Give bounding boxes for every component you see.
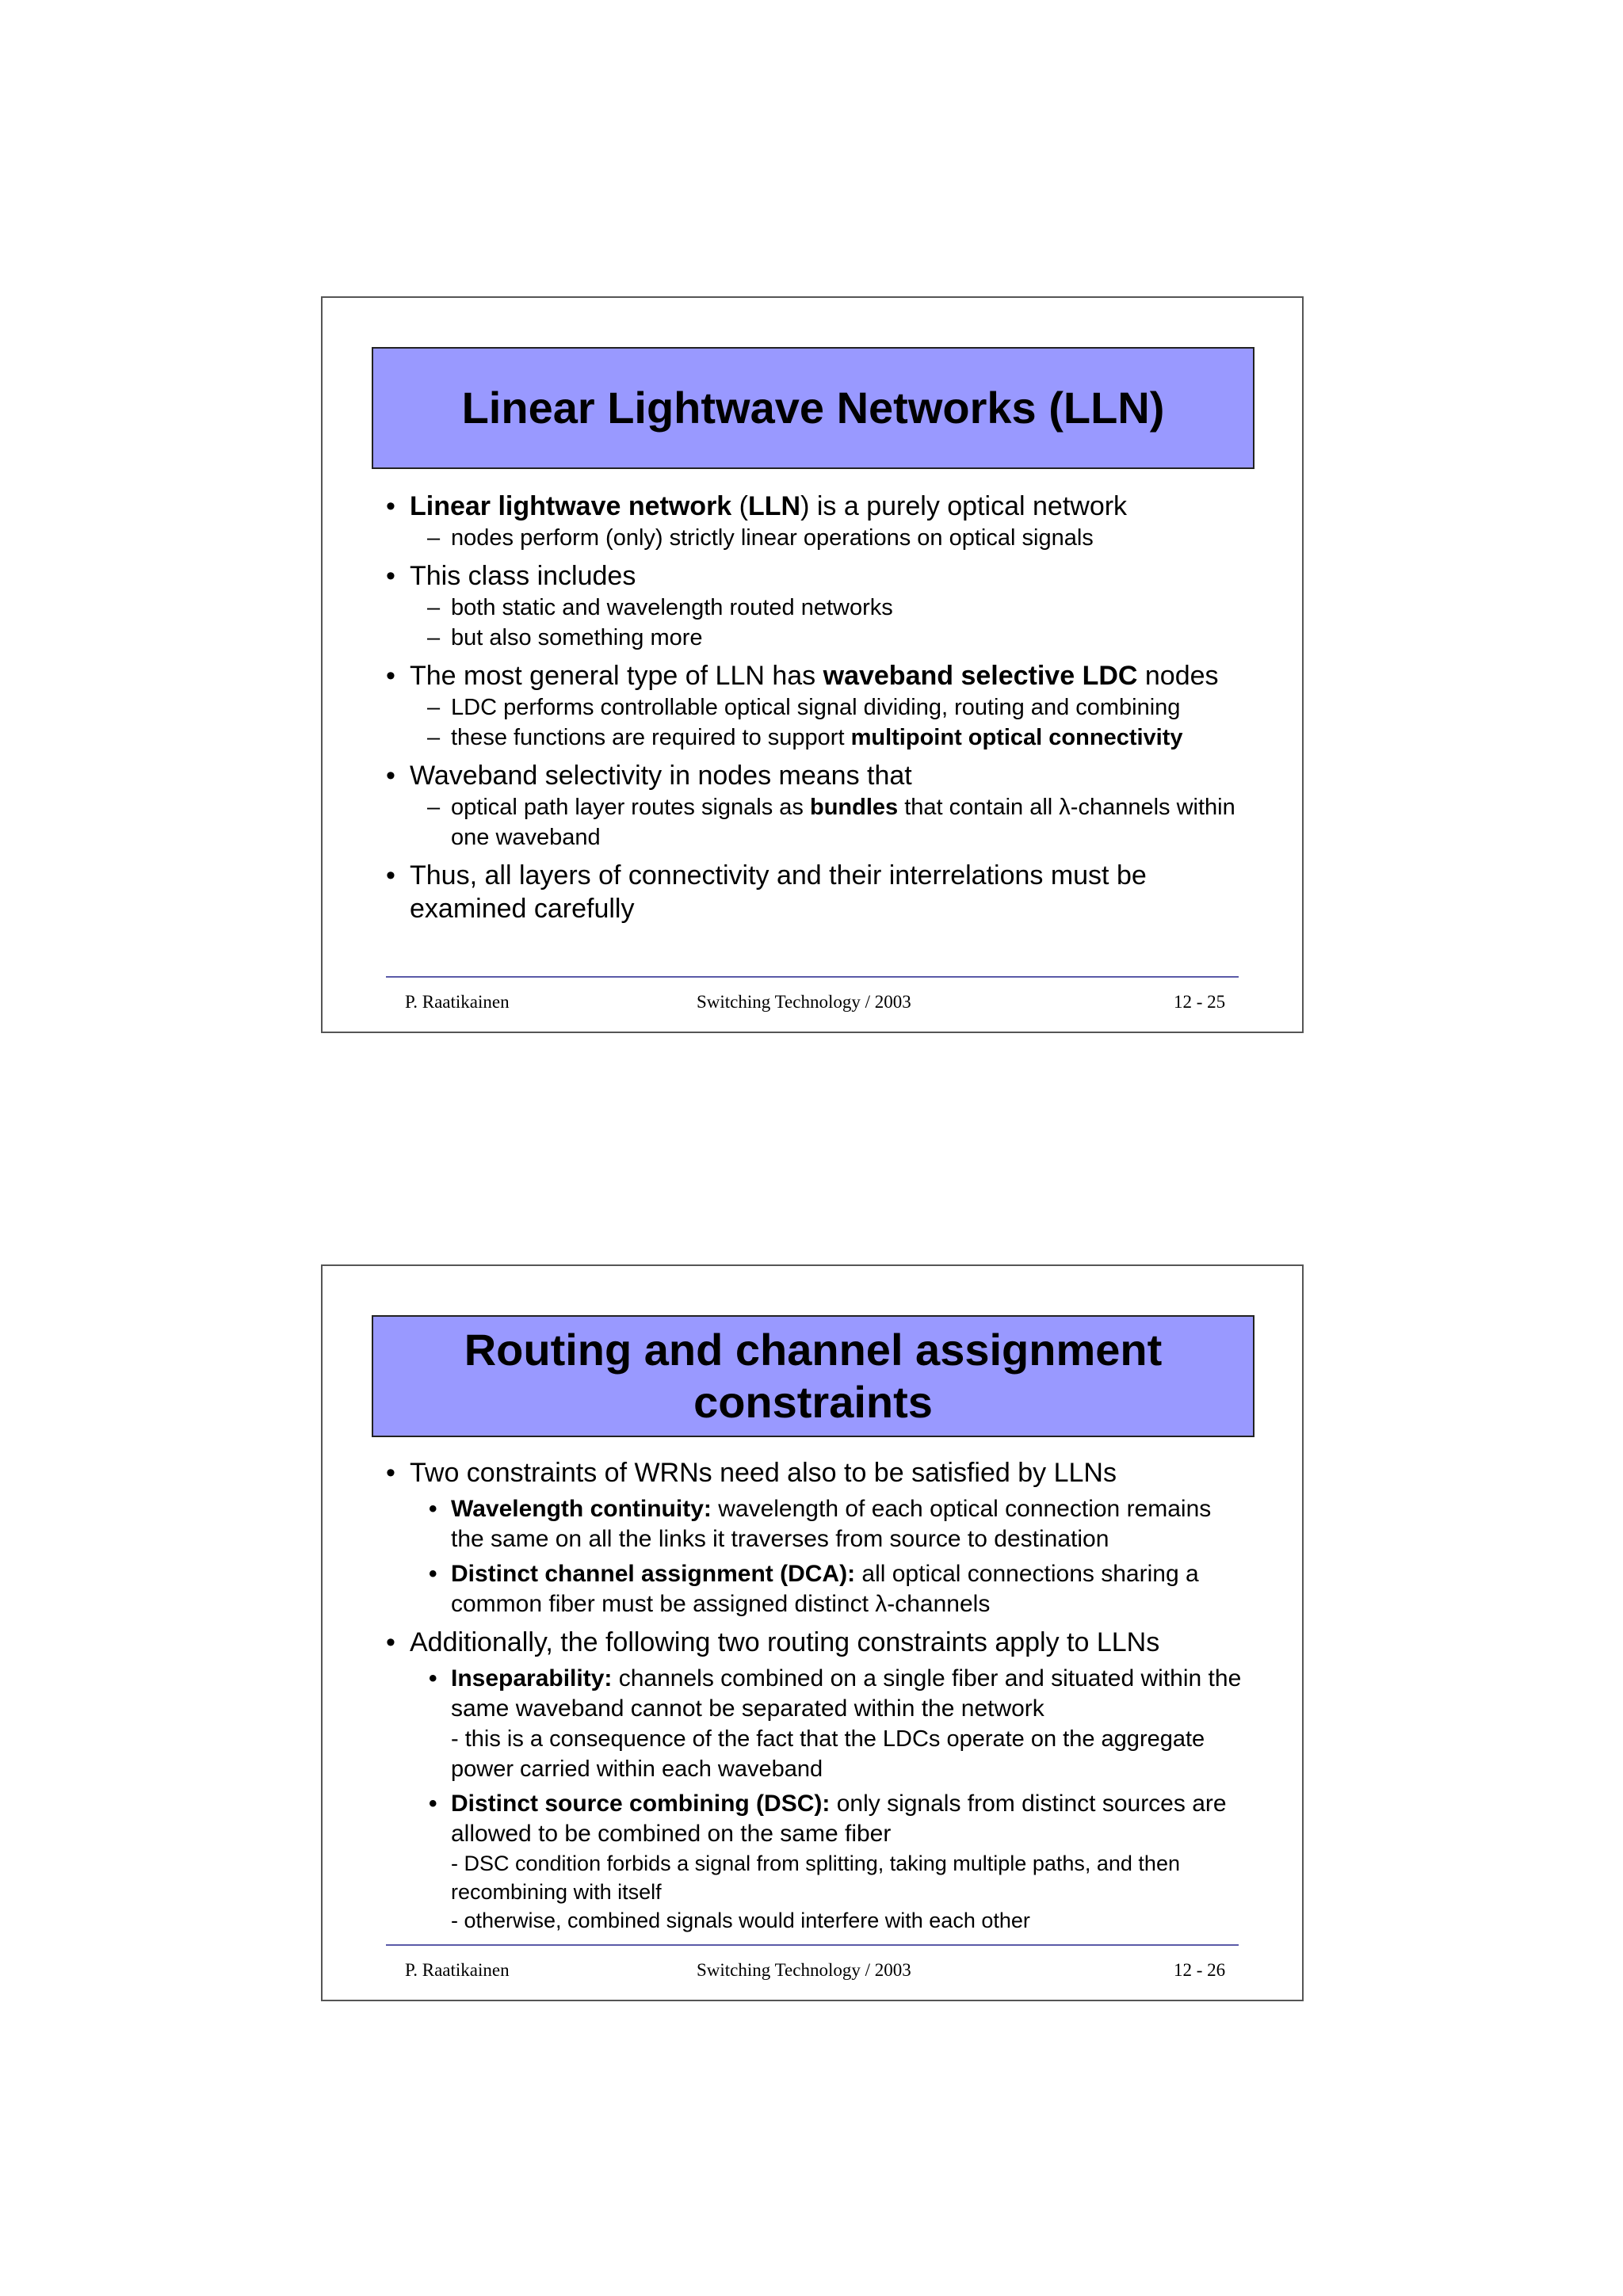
text-run: wavelength of each optical connection remains the same on all the links it traverses from source to destination (451, 1496, 1212, 1552)
bullet-item (386, 490, 1247, 523)
sub-bullet-note: - otherwise, combined signals would interfere with each other (451, 1909, 1030, 1932)
text-run: ) is a purely optical network (800, 491, 1128, 521)
sub-bullet-item (386, 1664, 1247, 1724)
sub-bullet-item (386, 593, 1247, 623)
bold-text: Distinct source combining (DSC): (451, 1791, 831, 1817)
text-run: The most general type of LLN has (410, 661, 823, 691)
bold-text: bundles (809, 795, 899, 820)
sub-bullet-item (386, 692, 1247, 723)
text-run: that contain all λ-channels within one waveband (451, 795, 1235, 850)
bullet-item (386, 759, 1247, 792)
slide-body (386, 490, 1247, 925)
footer-divider (386, 1944, 1239, 1946)
text-run: Two constraints of WRNs need also to be satisfied by LLNs (410, 1458, 1117, 1488)
sub-bullet-item (386, 1559, 1247, 1619)
sub-bullet-item (386, 523, 1247, 553)
slide-title-line-1: Routing and channel assignment (464, 1325, 1163, 1375)
footer-page-number: 12 - 25 (1174, 992, 1226, 1012)
sub-bullet-note: - DSC condition forbids a signal from splitting, taking multiple paths, and then recombining with itself (451, 1852, 1180, 1904)
text-run: nodes perform (only) strictly linear operations on optical signals (451, 525, 1094, 551)
text-run: but also something more (451, 625, 703, 650)
footer-divider (386, 976, 1239, 978)
bold-text: Linear lightwave network (410, 491, 732, 521)
footer-author: P. Raatikainen (405, 992, 510, 1012)
sub-bullet-note: - this is a consequence of the fact that the LDCs operate on the aggregate power carried within each waveband (451, 1726, 1205, 1782)
sub-bullet-item (386, 792, 1247, 852)
sub-bullet-item (386, 1494, 1247, 1554)
footer-page-number: 12 - 26 (1174, 1960, 1226, 1980)
bold-text: waveband selective LDC (823, 661, 1138, 691)
footer-course: Switching Technology / 2003 (697, 1960, 911, 1980)
bold-text: Wavelength continuity: (451, 1496, 712, 1522)
text-run: This class includes (410, 561, 636, 591)
bold-text: Inseparability: (451, 1665, 613, 1691)
sub-bullet-item (386, 1789, 1247, 1849)
bullet-item (386, 559, 1247, 593)
bullet-item (386, 859, 1247, 925)
footer-author: P. Raatikainen (405, 1960, 510, 1980)
text-run: Additionally, the following two routing constraints apply to LLNs (410, 1627, 1160, 1657)
bold-text: Distinct channel assignment (DCA): (451, 1561, 856, 1587)
text-run: all optical connections sharing a common fiber must be assigned distinct λ-channels (451, 1561, 1199, 1617)
text-run: Waveband selectivity in nodes means that (410, 761, 912, 791)
text-run: channels combined on a single fiber and situated within the same waveband cannot be separated within the network (451, 1665, 1242, 1722)
text-run: nodes (1137, 661, 1219, 691)
bullet-item (386, 1626, 1247, 1659)
text-run: Thus, all layers of connectivity and their interrelations must be examined carefully (410, 860, 1147, 924)
bullet-item (386, 1456, 1247, 1489)
slide-body (386, 1456, 1247, 1935)
slide-title (372, 1315, 1254, 1437)
sub-bullet-item (386, 723, 1247, 753)
slide-12-25 (321, 296, 1304, 1033)
footer-course: Switching Technology / 2003 (697, 992, 911, 1012)
bold-text: LLN (748, 491, 801, 521)
text-run: these functions are required to support (451, 725, 851, 750)
text-run: both static and wavelength routed networks (451, 595, 893, 620)
slide-title-text: Linear Lightwave Networks (LLN) (461, 383, 1165, 433)
slide-title (372, 347, 1254, 469)
text-run: LDC performs controllable optical signal dividing, routing and combining (451, 695, 1181, 720)
slide-12-26 (321, 1264, 1304, 2001)
text-run: optical path layer routes signals as (451, 795, 810, 820)
text-run: only signals from distinct sources are allowed to be combined on the same fiber (451, 1791, 1227, 1847)
slide-title-line-2: constraints (693, 1377, 933, 1427)
sub-bullet-item (386, 623, 1247, 653)
bullet-item (386, 659, 1247, 692)
text-run: ( (731, 491, 748, 521)
bold-text: multipoint optical connectivity (850, 725, 1183, 750)
